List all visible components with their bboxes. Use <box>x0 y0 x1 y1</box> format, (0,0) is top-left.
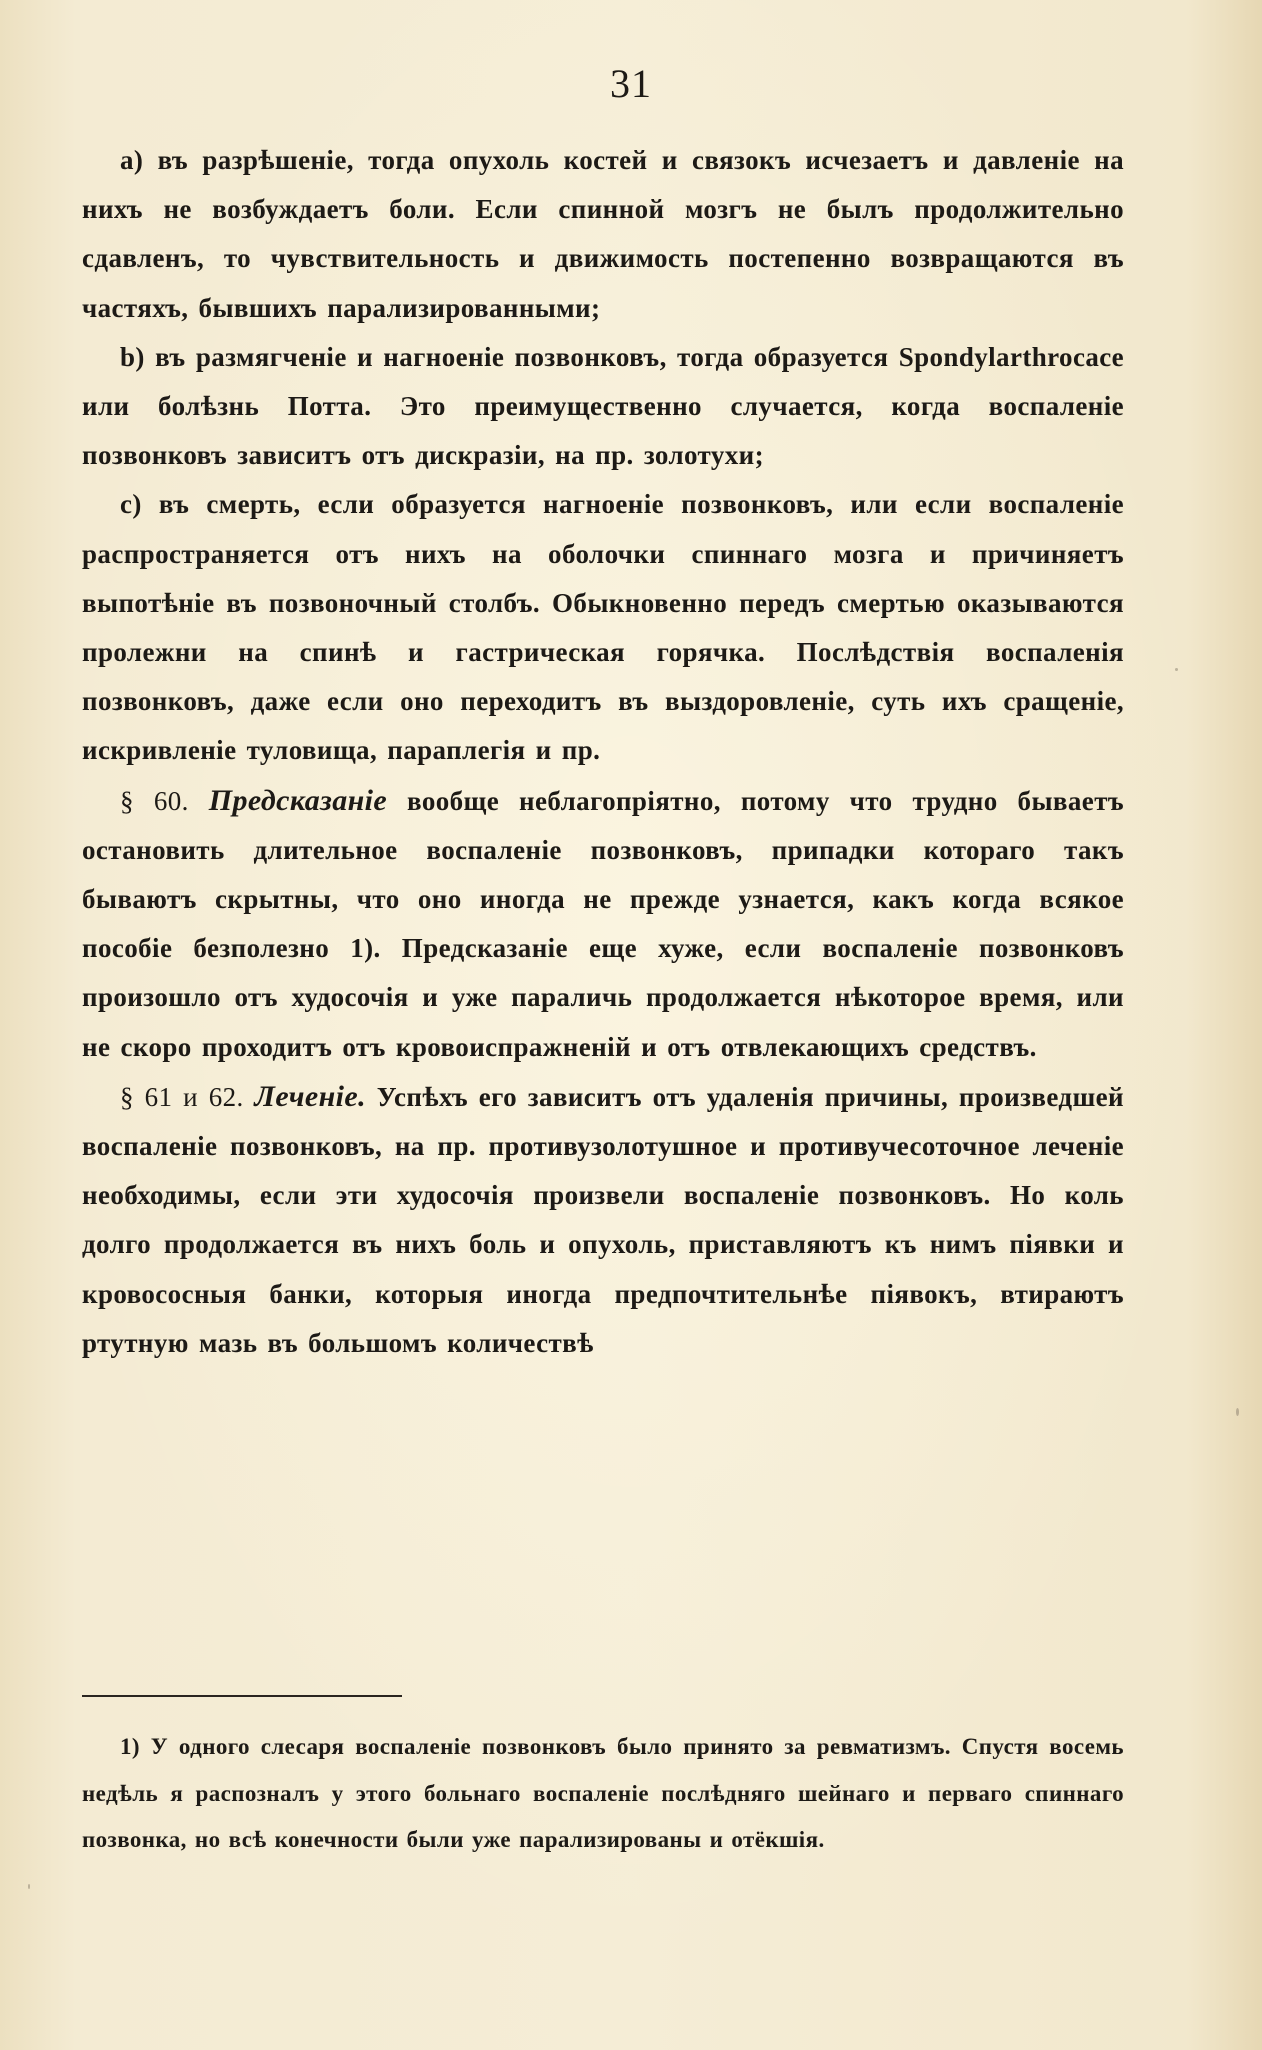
section-60-heading: Предсказаніе <box>208 783 388 817</box>
main-text <box>82 136 1124 1368</box>
section-61-62-number: § 61 и 62. <box>120 1081 244 1112</box>
section-61-62-treatment <box>82 1072 1124 1368</box>
footnote-1: 1) У одного слесаря воспаленіе позвонковъ было принято за ревматизмъ. Спустя восемь недѣль я распозналъ у этого больнаго воспаленіе послѣдняго шейнаго и перваго спиннаго позвонка, но всѣ конечности были уже парализированы и отёкшія. <box>82 1734 1124 1852</box>
paragraph-b-softening: b) въ размягченіе и нагноеніе позвонковъ, тогда образуется Spondylarthrocace или болѣзнь Потта. Это преимущественно случается, когда воспаленіе позвонковъ зависитъ отъ дискразіи, на пр. золотухи; <box>82 341 1124 471</box>
section-61-62-heading: Леченіе. <box>254 1079 366 1113</box>
footnote-divider <box>82 1695 402 1697</box>
section-60-number: § 60. <box>120 785 189 816</box>
page-number: 31 <box>610 61 652 106</box>
paper-speck <box>1236 1408 1239 1416</box>
paragraph-c-death: c) въ смерть, если образуется нагноеніе позвонковъ, или если воспаленіе распространяется отъ нихъ на оболочки спиннаго мозга и причиняетъ выпотѣніе въ позвоночный столбъ. Обыкновенно передъ смертью оказываются пролежни на спинѣ и гастрическая горячка. Послѣдствія воспаленія позвонковъ, даже если оно переходитъ въ выздоровленіе, суть ихъ сращеніе, искривленіе туловища, параплегія и пр. <box>82 489 1124 766</box>
paper-speck <box>28 1884 30 1889</box>
paragraph-a-resolution: a) въ разрѣшеніе, тогда опухоль костей и связокъ исчезаетъ и давленіе на нихъ не возбуждаетъ боли. Если спинной мозгъ не былъ продолжительно сдавленъ, то чувствительность и движимость постепенно возвращаются въ частяхъ, бывшихъ парализированными; <box>82 145 1124 323</box>
section-61-62-text: Успѣхъ его зависитъ отъ удаленія причины, произведшей воспаленіе позвонковъ, на пр. противузолотушное и противучесоточное леченіе необходимы, если эти худосочія произвели воспаленіе позвонковъ. Но коль долго продолжается въ нихъ боль и опухоль, приставляютъ къ нимъ піявки и кровососныя банки, которыя иногда предпочтительнѣе піявокъ, втираютъ ртутную мазь въ большомъ количествѣ <box>82 1081 1124 1358</box>
section-60-prognosis <box>82 776 1124 1072</box>
paper-speck <box>1175 668 1178 671</box>
section-60-text: вообще неблагопріятно, потому что трудно бываетъ остановить длительное воспаленіе позвонковъ, припадки котораго такъ бываютъ скрытны, что оно иногда не прежде узнается, какъ когда всякое пособіе безполезно 1). Предсказаніе еще хуже, если воспаленіе позвонковъ произошло отъ худосочія и уже параличь продолжается нѣкоторое время, или не скоро проходитъ отъ кровоиспражненій и отъ отвлекающихъ средствъ. <box>82 785 1124 1062</box>
